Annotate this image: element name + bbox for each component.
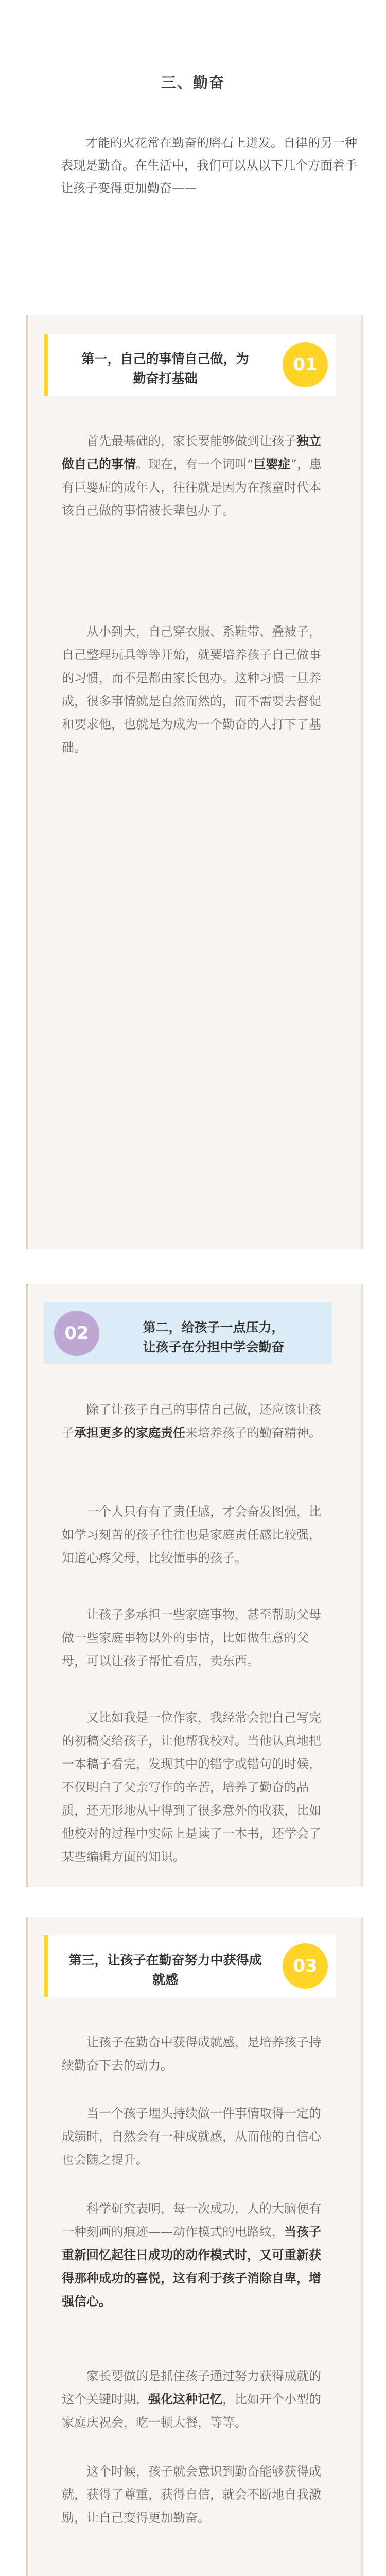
paragraph: 首先最基础的，家长要能够做到让孩子独立做自己的事情。现在，有一个词叫“巨婴症”，患有巨婴症的成年人，往往就是因为在孩童时代本该自己做的事情被长辈包办了。 bbox=[62, 434, 322, 518]
section-card-1 bbox=[26, 315, 363, 1249]
number-badge: 01 bbox=[283, 342, 328, 387]
section-heading-text: 第二，给孩子一点压力， 让孩子在分担中学会勤奋 bbox=[143, 1320, 285, 1354]
paragraph: 让孩子多承担一些家庭事物，甚至帮助父母做一些家庭事物以外的事情，比如做生意的父母，可以让孩子帮忙看店，卖东西。 bbox=[62, 1607, 321, 1668]
page-title: 三、勤奋 bbox=[161, 74, 225, 91]
paragraph: 又比如我是一位作家，我经常会把自己写完的初稿交给孩子，让他帮我校对。当他认真地把一本稿子看完，发现其中的错字或错句的时候，不仅明白了父亲写作的辛苦，培养了勤奋的品质，还无形地从中得到了很多意外的收获，比如他校对的过程中实际上是读了一本书，还学会了某些编辑方面的知识。 bbox=[62, 1710, 321, 1864]
paragraph: 这个时候，孩子就会意识到勤奋能够获得成就，获得了尊重，获得自信，就会不断地自我激励，让自己变得更加勤奋。 bbox=[62, 2464, 321, 2525]
intro-paragraph: 才能的火花常在勤奋的磨石上迸发。自律的另一种表现是勤奋。在生活中，我们可以从以下几个方面着手让孩子变得更加勤奋—— bbox=[61, 135, 357, 195]
section-heading-text: 第三，让孩子在勤奋努力中获得成 就感 bbox=[68, 1953, 262, 1987]
section-card-2 bbox=[26, 1284, 363, 1887]
paragraph: 科学研究表明，每一次成功，人的大脑便有一种刻画的痕迹——动作模式的电路纹，当孩子重新回忆起往日成功的动作模式时，又可重新获得那种成功的喜悦，这有利于孩子消除自卑，增强信心。 bbox=[62, 2201, 321, 2309]
paragraph: 让孩子在勤奋中获得成就感，是培养孩子持续勤奋下去的动力。 bbox=[62, 2035, 321, 2073]
section-heading-3 bbox=[44, 1935, 336, 1997]
section-card-3 bbox=[26, 1917, 363, 2576]
section-heading-2 bbox=[44, 1302, 332, 1364]
section-heading-1 bbox=[44, 334, 336, 396]
paragraph: 从小到大，自己穿衣服、系鞋带、叠被子，自己整理玩具等等开始，就要培养孩子自己做事的习惯，而不是都由家长包办。这种习惯一旦养成，很多事情就是自然而然的，而不需要去督促和要求他，也就是为成为一个勤奋的人打下了基础。 bbox=[62, 624, 321, 755]
paragraph: 除了让孩子自己的事情自己做，还应该让孩子承担更多的家庭责任来培养孩子的勤奋精神。 bbox=[62, 1402, 321, 1440]
paragraph: 家长要做的是抓住孩子通过努力获得成就的这个关键时期，强化这种记忆，比如开个小型的家庭庆祝会，吃一顿大餐，等等。 bbox=[62, 2369, 321, 2430]
paragraph: 当一个孩子埋头持续做一件事情取得一定的成绩时，自然会有一种成就感，从而他的自信心也会随之提升。 bbox=[62, 2106, 321, 2167]
number-badge: 03 bbox=[283, 1943, 328, 1989]
number-badge: 02 bbox=[54, 1311, 99, 1356]
section-heading-text: 第一，自己的事情自己做，为 勤奋打基础 bbox=[81, 351, 249, 386]
paragraph: 一个人只有有了责任感，才会奋发图强，比如学习刻苦的孩子往往也是家庭责任感比较强，知道心疼父母，比较懂事的孩子。 bbox=[62, 1504, 321, 1565]
